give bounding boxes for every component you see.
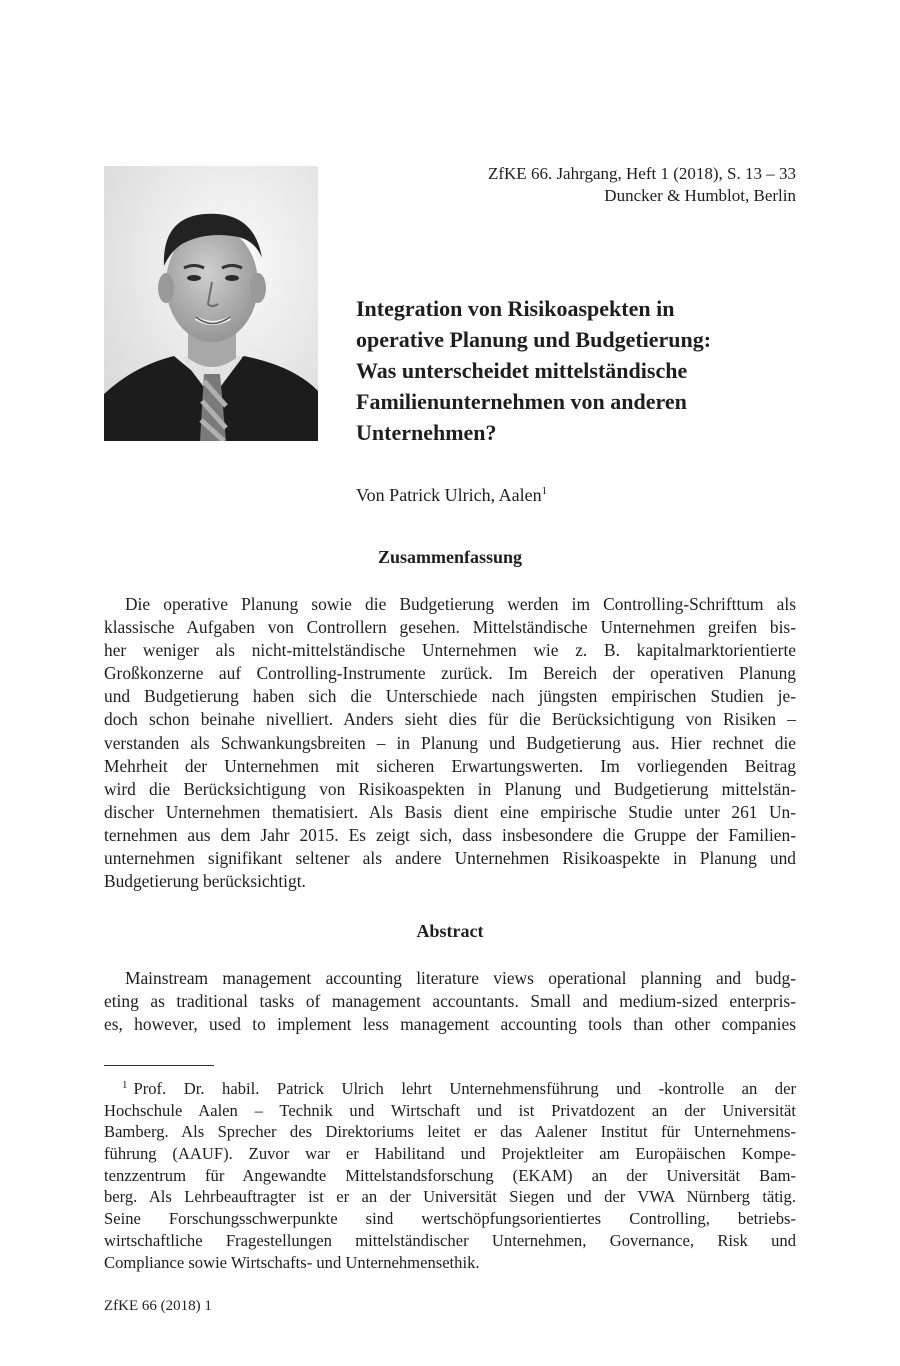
footnote-line: berg. Als Lehrbeauftragter ist er an der Universität Siegen und der VWA Nürnberg tätig. — [104, 1187, 796, 1207]
author-portrait — [104, 166, 318, 441]
title-line: Familienunternehmen von anderen — [356, 389, 687, 414]
page-footer-citation: ZfKE 66 (2018) 1 — [104, 1298, 212, 1314]
footnote-divider — [104, 1065, 214, 1066]
title-line: Was unterscheidet mittelständische — [356, 358, 688, 383]
portrait-image — [104, 166, 318, 441]
text-line: klassische Aufgaben von Controllern gesehen. Mittelständische Unternehmen greifen bis- — [104, 617, 796, 638]
text-line: Die operative Planung sowie die Budgetierung werden im Controlling-Schrifttum als — [125, 594, 796, 614]
text-line: Mainstream management accounting literature views operational planning and budg- — [125, 968, 796, 988]
title-line: Integration von Risikoaspekten in — [356, 296, 675, 321]
footnote-line: tenzzentrum für Angewandte Mittelstandsforschung (EKAM) an der Universität Bam- — [104, 1165, 796, 1185]
text-line: verstanden als Schwankungsbreiten – in Planung und Budgetierung aus. Hier rechnet die — [104, 732, 796, 753]
footnote-line: führung (AAUF). Zuvor war er Habilitand und Projektleiter am Europäischen Kompe- — [104, 1144, 796, 1164]
text-line: Budgetierung berücksichtigt. — [104, 871, 306, 892]
footnote-line: Compliance sowie Wirtschafts- und Unternehmensethik. — [104, 1252, 480, 1272]
title-line: operative Planung und Budgetierung: — [356, 327, 712, 352]
summary-paragraph — [104, 593, 796, 893]
author-byline — [356, 483, 547, 507]
footnote-line — [104, 1078, 796, 1100]
text-line: ternehmen aus dem Jahr 2015. Es zeigt sich, dass insbesondere die Gruppe der Familien- — [104, 824, 796, 845]
text-line: her weniger als nicht-mittelständische Unternehmen wie z. B. kapitalmarktorientierte — [104, 640, 796, 661]
text-line: Mehrheit der Unternehmen mit sicheren Erwartungswerten. Im vorliegenden Beitrag — [104, 755, 796, 776]
title-line: Unternehmen? — [356, 420, 497, 445]
footnote-text: Prof. Dr. habil. Patrick Ulrich lehrt Unternehmensführung und -kontrolle an der — [133, 1079, 796, 1098]
text-line: es, however, used to implement less management accounting tools than other companies — [104, 1014, 796, 1035]
summary-heading: Zusammenfassung — [377, 547, 523, 567]
text-line: wird die Berücksichtigung von Risikoaspekten in Planung und Budgetierung mittelstän- — [104, 778, 796, 799]
text-line: und Budgetierung haben sich die Unterschiede nach jüngsten empirischen Studien je- — [104, 686, 796, 707]
text-line: eting as traditional tasks of management accountants. Small and medium-sized enterpris- — [104, 991, 796, 1012]
article-title — [356, 293, 796, 448]
footnote — [104, 1078, 796, 1273]
footnote-mark: 1 — [122, 1079, 128, 1091]
text-line: discher Unternehmen thematisiert. Als Basis dient eine empirische Studie unter 261 Un- — [104, 801, 796, 822]
footnote-line: Seine Forschungsschwerpunkte sind wertschöpfungsorientiertes Controlling, betriebs- — [104, 1209, 796, 1229]
abstract-paragraph — [104, 967, 796, 1036]
footnote-line: Hochschule Aalen – Technik und Wirtschaft und ist Privatdozent an der Universität — [104, 1100, 796, 1120]
text-line: doch schon beinahe nivelliert. Anders sieht dies für die Berücksichtigung von Risiken – — [104, 709, 796, 730]
footnote-line: wirtschaftliche Fragestellungen mittelständischer Unternehmen, Governance, Risk und — [104, 1230, 796, 1250]
author-name: Von Patrick Ulrich, Aalen — [356, 485, 542, 505]
publisher-line: Duncker & Humblot, Berlin — [604, 186, 796, 205]
text-line: Großkonzerne auf Controlling-Instrumente zurück. Im Bereich der operativen Planung — [104, 663, 796, 684]
text-line: unternehmen signifikant seltener als andere Unternehmen Risikoaspekte in Planung und — [104, 848, 796, 869]
journal-volume-line: ZfKE 66. Jahrgang, Heft 1 (2018), S. 13 – 33 — [487, 164, 796, 183]
abstract-heading: Abstract — [416, 921, 484, 941]
footnote-reference[interactable]: 1 — [541, 485, 548, 497]
journal-citation — [488, 163, 796, 207]
footnote-line: Bamberg. Als Sprecher des Direktoriums leitet er das Aalener Institut für Unternehmens- — [104, 1122, 796, 1142]
